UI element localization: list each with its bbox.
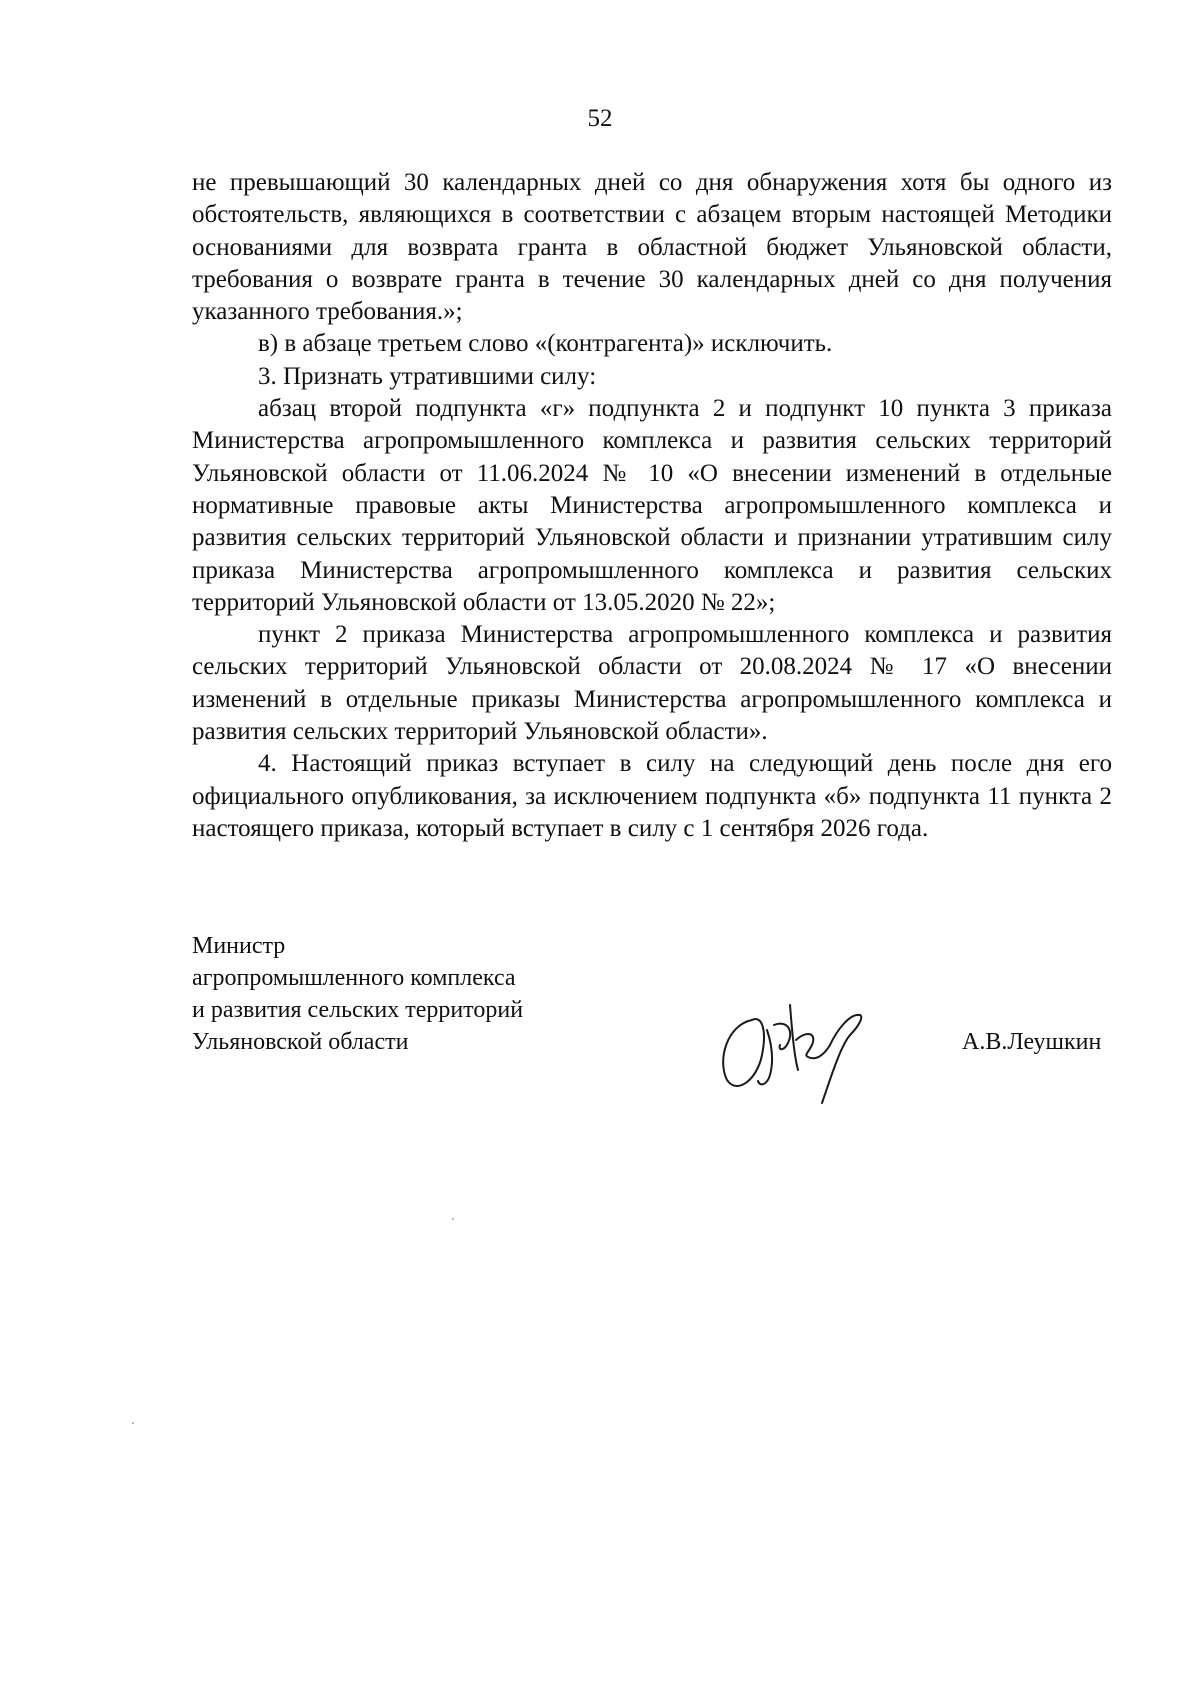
- scan-speck: [132, 1422, 134, 1424]
- paragraph-continuation: не превышающий 30 календарных дней со дня обнаружения хотя бы одного из обстоятельств, являющихся в соответствии с абзацем вторым настоящей Методики основаниями для возврата гранта в областной бюджет Ульяновской области, требования о возврате гранта в течение 30 календарных дней со дня получения указанного требования.»;: [192, 169, 1112, 326]
- handwritten-signature: [712, 985, 892, 1105]
- paragraph-repeal-2: пункт 2 приказа Министерства агропромышленного комплекса и развития сельских территорий Ульяновской области от 20.08.2024 № 17 «О внесении изменений в отдельные приказы Министерства агропромышленного комплекса и развития сельских территорий Ульяновской области».: [192, 621, 1112, 746]
- signatory-title-line: агропромышленного комплекса: [192, 965, 516, 991]
- signatory-name: А.В.Леушкин: [962, 1029, 1102, 1055]
- signatory-title-line: Министр: [192, 933, 286, 959]
- signatory-title: [192, 930, 523, 1058]
- paragraph-item-4: 4. Настоящий приказ вступает в силу на следующий день после дня его официального опубликования, за исключением подпункта «б» подпункта 11 пункта 2 настоящего приказа, который вступает в силу с 1 сентября 2026 года.: [192, 750, 1112, 842]
- paragraph-item-3: 3. Признать утратившими силу:: [258, 362, 597, 390]
- paragraph-repeal-1: абзац второй подпункта «г» подпункта 2 и подпункт 10 пункта 3 приказа Министерства агропромышленного комплекса и развития сельских территорий Ульяновской области от 11.06.2024 № 10 «О внесении изменений в отдельные нормативные правовые акты Министерства агропромышленного комплекса и развития сельских территорий Ульяновской области и признании утратившим силу приказа Министерства агропромышленного комплекса и развития сельских территорий Ульяновской области от 13.05.2020 № 22»;: [192, 395, 1112, 616]
- scan-speck: [452, 1218, 454, 1220]
- paragraph-item-v: в) в абзаце третьем слово «(контрагента)» исключить.: [258, 330, 833, 358]
- document-body: [192, 167, 1112, 845]
- page-number: 52: [587, 105, 613, 132]
- signatory-title-line: и развития сельских территорий: [192, 997, 524, 1023]
- signatory-title-line: Ульяновской области: [192, 1029, 409, 1055]
